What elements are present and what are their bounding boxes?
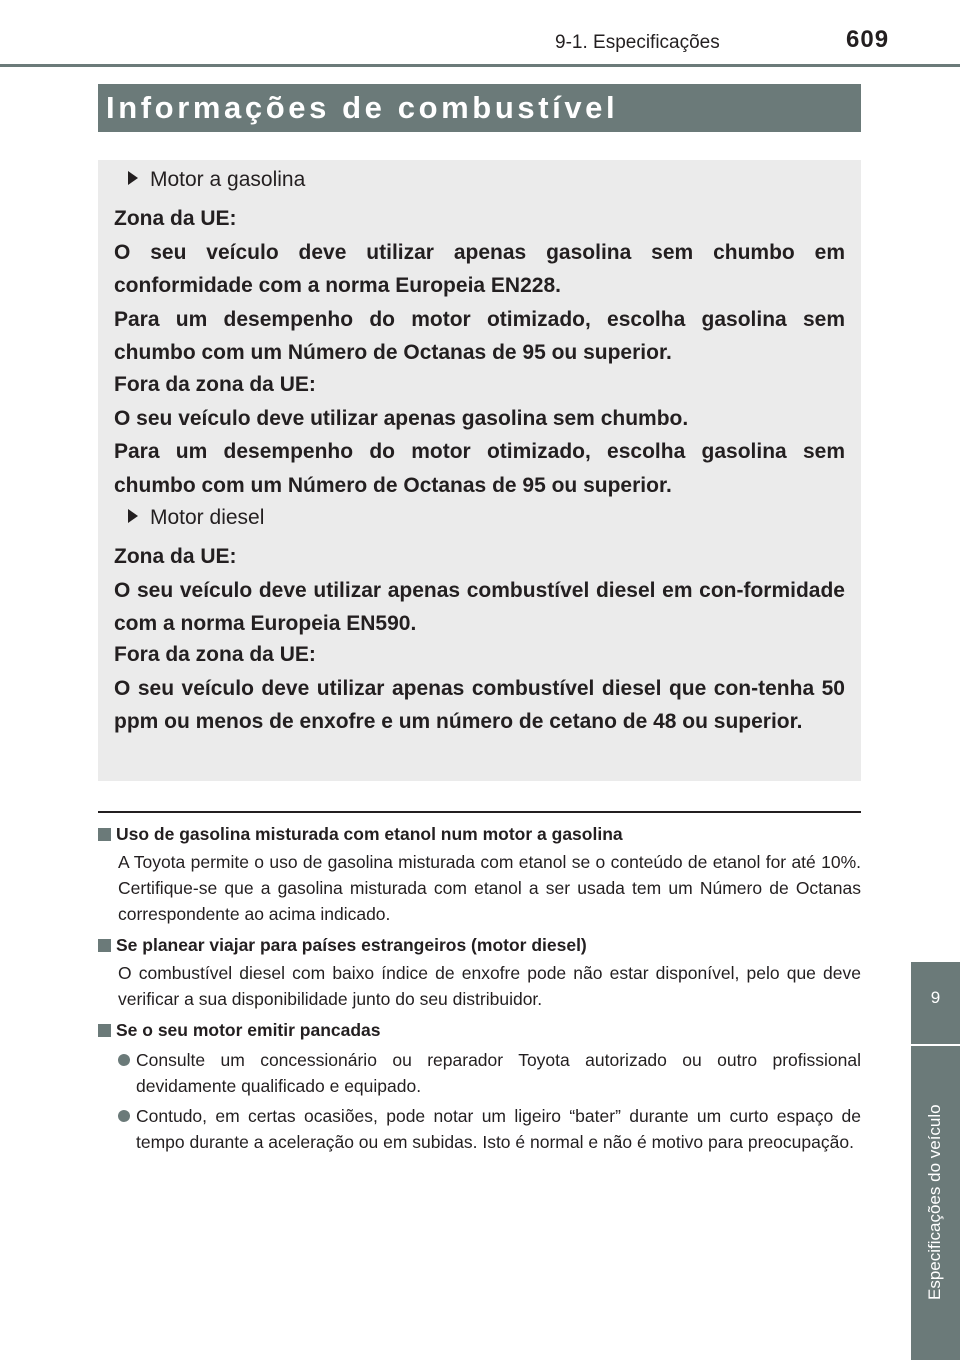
note-heading-text: Uso de gasolina misturada com etanol num motor a gasolina <box>116 824 623 844</box>
note-heading-text: Se o seu motor emitir pancadas <box>116 1020 381 1040</box>
diesel-heading-label: Motor diesel <box>150 506 265 529</box>
gasoline-non-eu-zone <box>114 368 845 502</box>
section-divider <box>98 811 861 813</box>
diesel-engine-heading <box>128 506 264 530</box>
diesel-non-eu-label: Fora da zona da UE: <box>114 643 316 666</box>
diesel-non-eu-text: O seu veículo deve utilizar apenas combustível diesel que con-tenha 50 ppm ou menos de enxofre e um número de cetano de 48 ou superior. <box>114 676 845 733</box>
gasoline-eu-text: O seu veículo deve utilizar apenas gasolina sem chumbo em conformidade com a norma Europeia EN228. <box>114 240 845 297</box>
circle-bullet-icon <box>118 1110 130 1122</box>
gasoline-non-eu-recommendation: Para um desempenho do motor otimizado, escolha gasolina sem chumbo com um Número de Octanas de 95 ou superior. <box>114 440 845 497</box>
triangle-bullet-icon <box>128 171 138 185</box>
triangle-bullet-icon <box>128 509 138 523</box>
section-title: 9-1. Especificações <box>555 32 720 53</box>
diesel-eu-text: O seu veículo deve utilizar apenas combustível diesel em con-formidade com a norma Europeia EN590. <box>114 578 845 635</box>
notes-section <box>98 822 861 1161</box>
gasoline-eu-recommendation: Para um desempenho do motor otimizado, escolha gasolina sem chumbo com um Número de Octanas de 95 ou superior. <box>114 307 845 364</box>
circle-bullet-icon <box>118 1054 130 1066</box>
note-body: A Toyota permite o uso de gasolina misturada com etanol se o conteúdo de etanol for até 10%. Certifique-se que a gasolina misturada com etanol a ser usada tem um Número de Octanas correspondente ao acima indicado. <box>118 852 861 924</box>
gasoline-engine-heading <box>128 168 305 192</box>
chapter-number: 9 <box>930 988 941 1007</box>
gasoline-non-eu-label: Fora da zona da UE: <box>114 373 316 396</box>
chapter-label: Especificações do veículo <box>925 1104 944 1300</box>
gasoline-eu-zone <box>114 202 845 370</box>
diesel-non-eu-zone <box>114 638 845 739</box>
page-title: Informações de combustível <box>98 84 861 132</box>
square-bullet-icon <box>98 828 111 841</box>
fuel-info-box <box>98 160 861 781</box>
note-body: O combustível diesel com baixo índice de enxofre pode não estar disponível, pelo que deve verificar a sua disponibilidade junto do seu distribuidor. <box>118 963 861 1009</box>
page-number: 609 <box>846 26 890 53</box>
note-heading <box>98 822 861 847</box>
gasoline-eu-label: Zona da UE: <box>114 207 237 230</box>
list-item <box>98 1047 861 1099</box>
note-ethanol <box>98 822 861 927</box>
note-engine-knock <box>98 1018 861 1155</box>
note-travel-diesel <box>98 933 861 1012</box>
note-heading-text: Se planear viajar para países estrangeiros (motor diesel) <box>116 935 587 955</box>
list-item <box>98 1103 861 1155</box>
header-rule <box>0 64 960 67</box>
list-item-text: Consulte um concessionário ou reparador Toyota autorizado ou outro profissional devidamente qualificado e equipado. <box>136 1050 861 1096</box>
note-heading <box>98 1018 861 1043</box>
square-bullet-icon <box>98 939 111 952</box>
square-bullet-icon <box>98 1024 111 1037</box>
chapter-tab <box>911 962 960 1044</box>
diesel-eu-zone <box>114 540 845 641</box>
note-heading <box>98 933 861 958</box>
list-item-text: Contudo, em certas ocasiões, pode notar um ligeiro “bater” durante um curto espaço de tempo durante a aceleração ou em subidas. Isto é normal e não é motivo para preocupação. <box>136 1106 861 1152</box>
gasoline-heading-label: Motor a gasolina <box>150 168 306 191</box>
diesel-eu-label: Zona da UE: <box>114 545 237 568</box>
gasoline-non-eu-text: O seu veículo deve utilizar apenas gasolina sem chumbo. <box>114 406 689 430</box>
